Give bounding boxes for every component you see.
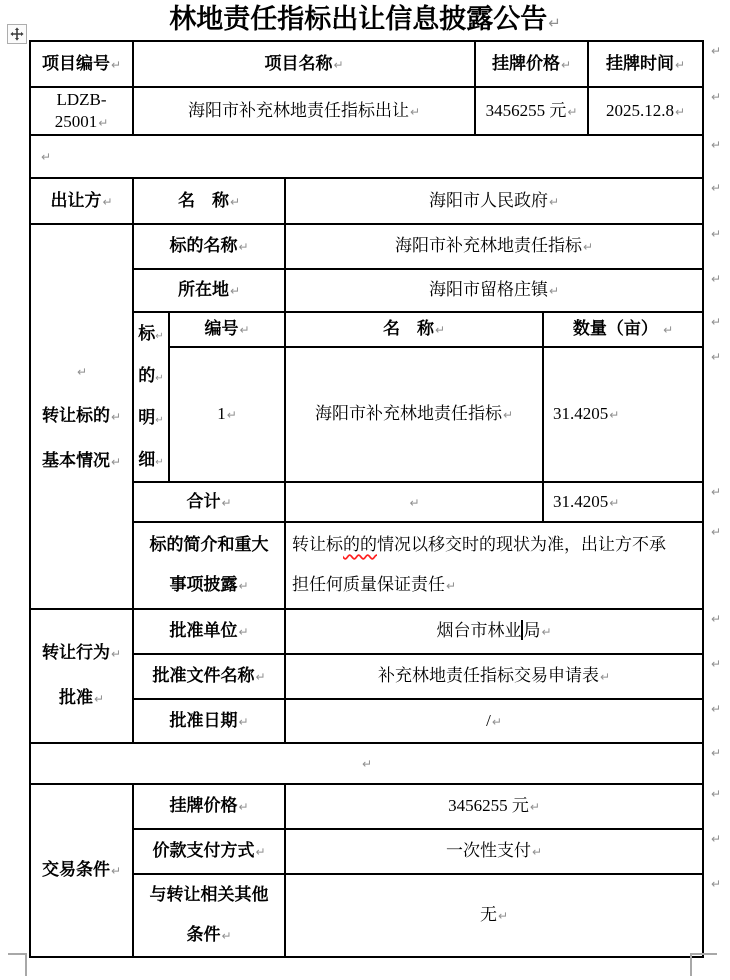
table-row — [30, 743, 703, 784]
table-row — [30, 87, 703, 135]
row-end-mark: ↵ — [711, 877, 722, 891]
paragraph-mark: ↵ — [529, 800, 540, 815]
paragraph-mark: ↵ — [446, 579, 457, 593]
paragraph-mark: ↵ — [238, 240, 249, 255]
page-boundary-mark-left — [8, 953, 27, 976]
paragraph-mark: ↵ — [582, 240, 594, 255]
row-end-mark: ↵ — [711, 657, 722, 671]
paragraph-mark: ↵ — [110, 864, 122, 879]
paragraph-mark: ↵ — [502, 408, 514, 423]
section-conditions[interactable]: 交易条件↵ — [30, 784, 133, 957]
section-subject[interactable]: ↵ 转让标的↵ 基本情况↵ — [30, 224, 133, 609]
cell-detail-name[interactable]: 海阳市补充林地责任指标↵ — [285, 347, 543, 482]
paragraph-mark: ↵ — [548, 14, 561, 32]
page-title-text: 林地责任指标出让信息披露公告 — [169, 4, 548, 34]
cell-total-qty[interactable]: 31.4205↵ — [543, 482, 703, 522]
table-row — [30, 784, 703, 829]
row-end-mark: ↵ — [711, 181, 722, 195]
spellcheck-squiggle-text: 的的 — [343, 535, 377, 554]
row-end-mark: ↵ — [711, 350, 722, 364]
row-empty-1[interactable] — [30, 135, 703, 178]
paragraph-mark: ↵ — [155, 415, 164, 426]
paragraph-mark: ↵ — [41, 150, 52, 165]
paragraph-mark: ↵ — [567, 104, 578, 119]
page-title[interactable] — [0, 1, 730, 41]
label-intro[interactable]: 标的简介和重大 事项披露↵ — [133, 522, 285, 609]
cell-detail-vertical-label[interactable]: 标↵ 的↵ 明↵ 细↵ — [133, 312, 169, 482]
header-project-name[interactable]: 项目名称↵ — [133, 41, 475, 87]
paragraph-mark: ↵ — [226, 408, 237, 423]
paragraph-mark: ↵ — [531, 845, 543, 860]
label-subject-name[interactable]: 标的名称↵ — [133, 224, 285, 269]
row-end-mark: ↵ — [711, 525, 722, 539]
header-detail-no[interactable]: 编号↵ — [169, 312, 285, 347]
paragraph-mark: ↵ — [110, 455, 122, 469]
paragraph-mark: ↵ — [361, 757, 373, 772]
row-end-mark: ↵ — [711, 612, 722, 626]
row-empty-2[interactable] — [30, 743, 703, 784]
value-subject-name[interactable]: 海阳市补充林地责任指标↵ — [285, 224, 703, 269]
paragraph-mark: ↵ — [76, 365, 88, 379]
paragraph-mark: ↵ — [491, 714, 502, 729]
table-row — [30, 609, 703, 654]
section-transferor[interactable]: 出让方↵ — [30, 178, 133, 224]
paragraph-mark: ↵ — [255, 845, 266, 860]
cell-detail-no[interactable]: 1↵ — [169, 347, 285, 482]
paragraph-mark: ↵ — [229, 284, 241, 299]
value-transferor-name[interactable]: 海阳市人民政府↵ — [285, 178, 703, 224]
paragraph-mark: ↵ — [238, 714, 249, 729]
label-transferor-name[interactable]: 名 称↵ — [133, 178, 285, 224]
paragraph-mark: ↵ — [221, 495, 232, 510]
value-conditions-price[interactable]: 3456255 元↵ — [285, 784, 703, 829]
label-conditions-payment[interactable]: 价款支付方式↵ — [133, 829, 285, 874]
paragraph-mark: ↵ — [93, 692, 105, 706]
label-approval-date[interactable]: 批准日期↵ — [133, 699, 285, 743]
cell-detail-qty[interactable]: 31.4205↵ — [543, 347, 703, 482]
row-end-mark: ↵ — [711, 44, 722, 58]
value-conditions-payment[interactable]: 一次性支付↵ — [285, 829, 703, 874]
paragraph-mark: ↵ — [434, 323, 446, 338]
paragraph-mark: ↵ — [110, 57, 122, 72]
header-listing-price[interactable]: 挂牌价格↵ — [475, 41, 588, 87]
table-row — [30, 135, 703, 178]
label-conditions-other[interactable]: 与转让相关其他 条件↵ — [133, 874, 285, 957]
value-approval-doc[interactable]: 补充林地责任指标交易申请表↵ — [285, 654, 703, 699]
disclosure-table — [29, 40, 704, 958]
paragraph-mark: ↵ — [229, 194, 241, 209]
paragraph-mark: ↵ — [333, 57, 344, 72]
section-approval[interactable]: 转让行为↵ 批准↵ — [30, 609, 133, 743]
header-detail-qty[interactable]: 数量（亩） ↵ — [543, 312, 703, 347]
table-row — [30, 224, 703, 269]
cell-total-empty[interactable] — [285, 482, 543, 522]
paragraph-mark: ↵ — [238, 579, 249, 593]
paragraph-mark: ↵ — [548, 194, 560, 209]
paragraph-mark: ↵ — [98, 116, 109, 130]
paragraph-mark: ↵ — [255, 670, 266, 685]
row-end-mark: ↵ — [711, 272, 722, 286]
table-row — [30, 178, 703, 224]
paragraph-mark: ↵ — [155, 457, 164, 468]
header-project-id[interactable]: 项目编号↵ — [30, 41, 133, 87]
header-listing-time[interactable]: 挂牌时间↵ — [588, 41, 703, 87]
row-end-mark: ↵ — [711, 315, 722, 329]
value-conditions-other[interactable]: 无↵ — [285, 874, 703, 957]
row-end-mark: ↵ — [711, 787, 722, 801]
paragraph-mark: ↵ — [221, 929, 232, 943]
paragraph-mark: ↵ — [599, 670, 611, 685]
paragraph-mark: ↵ — [675, 104, 686, 119]
row-end-mark: ↵ — [711, 832, 722, 846]
header-detail-name[interactable]: 名 称↵ — [285, 312, 543, 347]
label-subject-location[interactable]: 所在地↵ — [133, 269, 285, 312]
paragraph-mark: ↵ — [155, 331, 164, 342]
paragraph-mark: ↵ — [561, 57, 572, 72]
value-approval-unit[interactable]: 烟台市林业 局↵ — [285, 609, 703, 654]
label-approval-doc[interactable]: 批准文件名称↵ — [133, 654, 285, 699]
cell-listing-price[interactable]: 3456255 元↵ — [475, 87, 588, 135]
table-row — [30, 41, 703, 87]
page-boundary-mark-right — [690, 953, 717, 976]
paragraph-mark: ↵ — [239, 323, 250, 338]
label-conditions-price[interactable]: 挂牌价格↵ — [133, 784, 285, 829]
paragraph-mark: ↵ — [409, 495, 420, 510]
value-intro[interactable]: 转让标的的情况以移交时的现状为准，出让方不承 担任何质量保证责任↵ — [285, 522, 703, 609]
paragraph-mark: ↵ — [110, 410, 122, 424]
row-end-mark: ↵ — [711, 227, 722, 241]
paragraph-mark: ↵ — [609, 408, 620, 423]
label-total[interactable]: 合计↵ — [133, 482, 285, 522]
paragraph-mark: ↵ — [663, 323, 674, 338]
value-subject-location[interactable]: 海阳市留格庄镇↵ — [285, 269, 703, 312]
paragraph-mark: ↵ — [409, 104, 421, 119]
row-end-mark: ↵ — [711, 90, 722, 104]
cell-project-name[interactable]: 海阳市补充林地责任指标出让↵ — [133, 87, 475, 135]
paragraph-mark: ↵ — [497, 909, 509, 924]
paragraph-mark: ↵ — [110, 647, 122, 661]
paragraph-mark: ↵ — [609, 495, 620, 510]
cell-project-id[interactable]: LDZB-25001↵ — [30, 87, 133, 135]
paragraph-mark: ↵ — [238, 800, 249, 815]
cell-listing-time[interactable]: 2025.12.8↵ — [588, 87, 703, 135]
label-approval-unit[interactable]: 批准单位↵ — [133, 609, 285, 654]
row-end-mark: ↵ — [711, 702, 722, 716]
paragraph-mark: ↵ — [548, 284, 560, 299]
paragraph-mark: ↵ — [238, 625, 249, 640]
row-end-mark: ↵ — [711, 138, 722, 152]
paragraph-mark: ↵ — [155, 373, 164, 384]
value-approval-date[interactable]: /↵ — [285, 699, 703, 743]
row-end-mark: ↵ — [711, 746, 722, 760]
row-end-mark: ↵ — [711, 485, 722, 499]
paragraph-mark: ↵ — [102, 194, 113, 209]
paragraph-mark: ↵ — [675, 57, 686, 72]
paragraph-mark: ↵ — [541, 625, 552, 640]
